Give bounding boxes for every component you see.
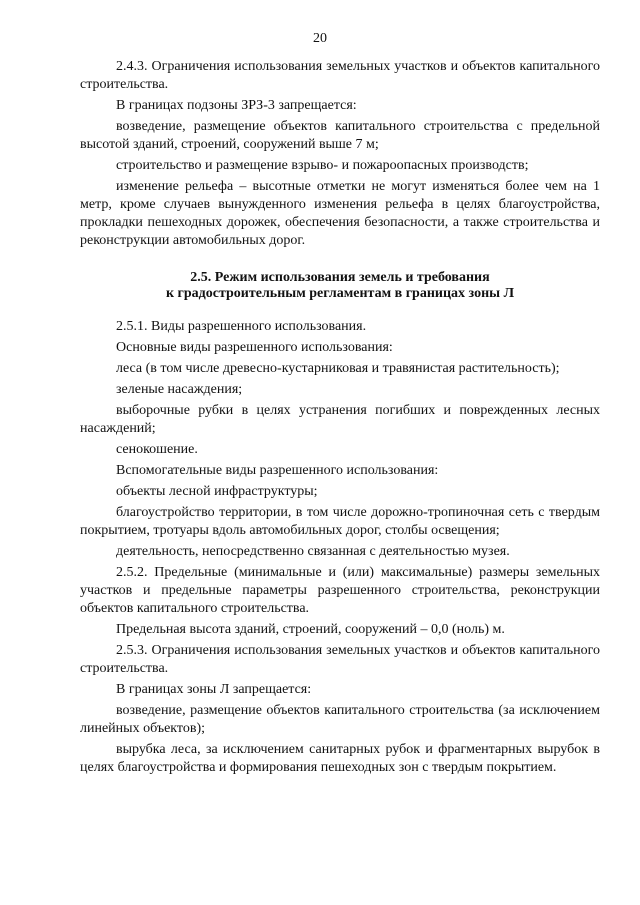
- paragraph: вырубка леса, за исключением санитарных рубок и фрагментарных вырубок в целях благоустройства и формирования пешеходных зон с твердым покрытием.: [80, 742, 600, 775]
- paragraph: 2.5.2. Предельные (минимальные и (или) максимальные) размеры земельных участков и предельные параметры разрешенного строительства, реконструкции объектов капитального строительства.: [80, 565, 600, 616]
- paragraph: сенокошение.: [116, 442, 198, 457]
- paragraph: объекты лесной инфраструктуры;: [116, 484, 318, 499]
- section-2-4-3: [80, 58, 600, 250]
- paragraph: леса (в том числе древесно-кустарниковая и травянистая растительность);: [116, 361, 560, 376]
- document-body: [80, 58, 600, 780]
- paragraph: возведение, размещение объектов капитального строительства (за исключением линейных объектов);: [80, 703, 600, 736]
- paragraph: 2.5.1. Виды разрешенного использования.: [116, 319, 367, 334]
- heading-line-1: 2.5. Режим использования земель и требования: [190, 270, 490, 285]
- paragraph: возведение, размещение объектов капитального строительства с предельной высотой зданий, строений, сооружений выше 7 м;: [80, 119, 600, 152]
- paragraph: В границах подзоны ЗРЗ-3 запрещается:: [116, 98, 357, 113]
- paragraph: 2.4.3. Ограничения использования земельных участков и объектов капитального строительства.: [80, 59, 600, 92]
- page-number: 20: [313, 31, 327, 46]
- paragraph: изменение рельефа – высотные отметки не могут изменяться более чем на 1 метр, кроме случаев вынужденного изменения рельефа в целях благоустройства, прокладки пешеходных дорожек, обеспечения безопасности, а также строительства и реконструкции автомобильных дорог.: [80, 179, 600, 248]
- paragraph: выборочные рубки в целях устранения погибших и поврежденных лесных насаждений;: [80, 403, 600, 436]
- section-2-5: [80, 318, 600, 777]
- paragraph: зеленые насаждения;: [116, 382, 243, 397]
- paragraph: Вспомогательные виды разрешенного использования:: [116, 463, 439, 478]
- paragraph: благоустройство территории, в том числе дорожно-тропиночная сеть с твердым покрытием, тротуары вдоль автомобильных дорог, столбы освещения;: [80, 505, 600, 538]
- paragraph: 2.5.3. Ограничения использования земельных участков и объектов капитального строительства.: [80, 643, 600, 676]
- paragraph: Предельная высота зданий, строений, сооружений – 0,0 (ноль) м.: [116, 622, 505, 637]
- paragraph: В границах зоны Л запрещается:: [116, 682, 312, 697]
- paragraph: деятельность, непосредственно связанная с деятельностью музея.: [116, 544, 510, 559]
- paragraph: строительство и размещение взрыво- и пожароопасных производств;: [116, 158, 529, 173]
- section-heading: [80, 270, 600, 302]
- paragraph: Основные виды разрешенного использования:: [116, 340, 393, 355]
- heading-line-2: к градостроительным регламентам в границах зоны Л: [165, 286, 515, 301]
